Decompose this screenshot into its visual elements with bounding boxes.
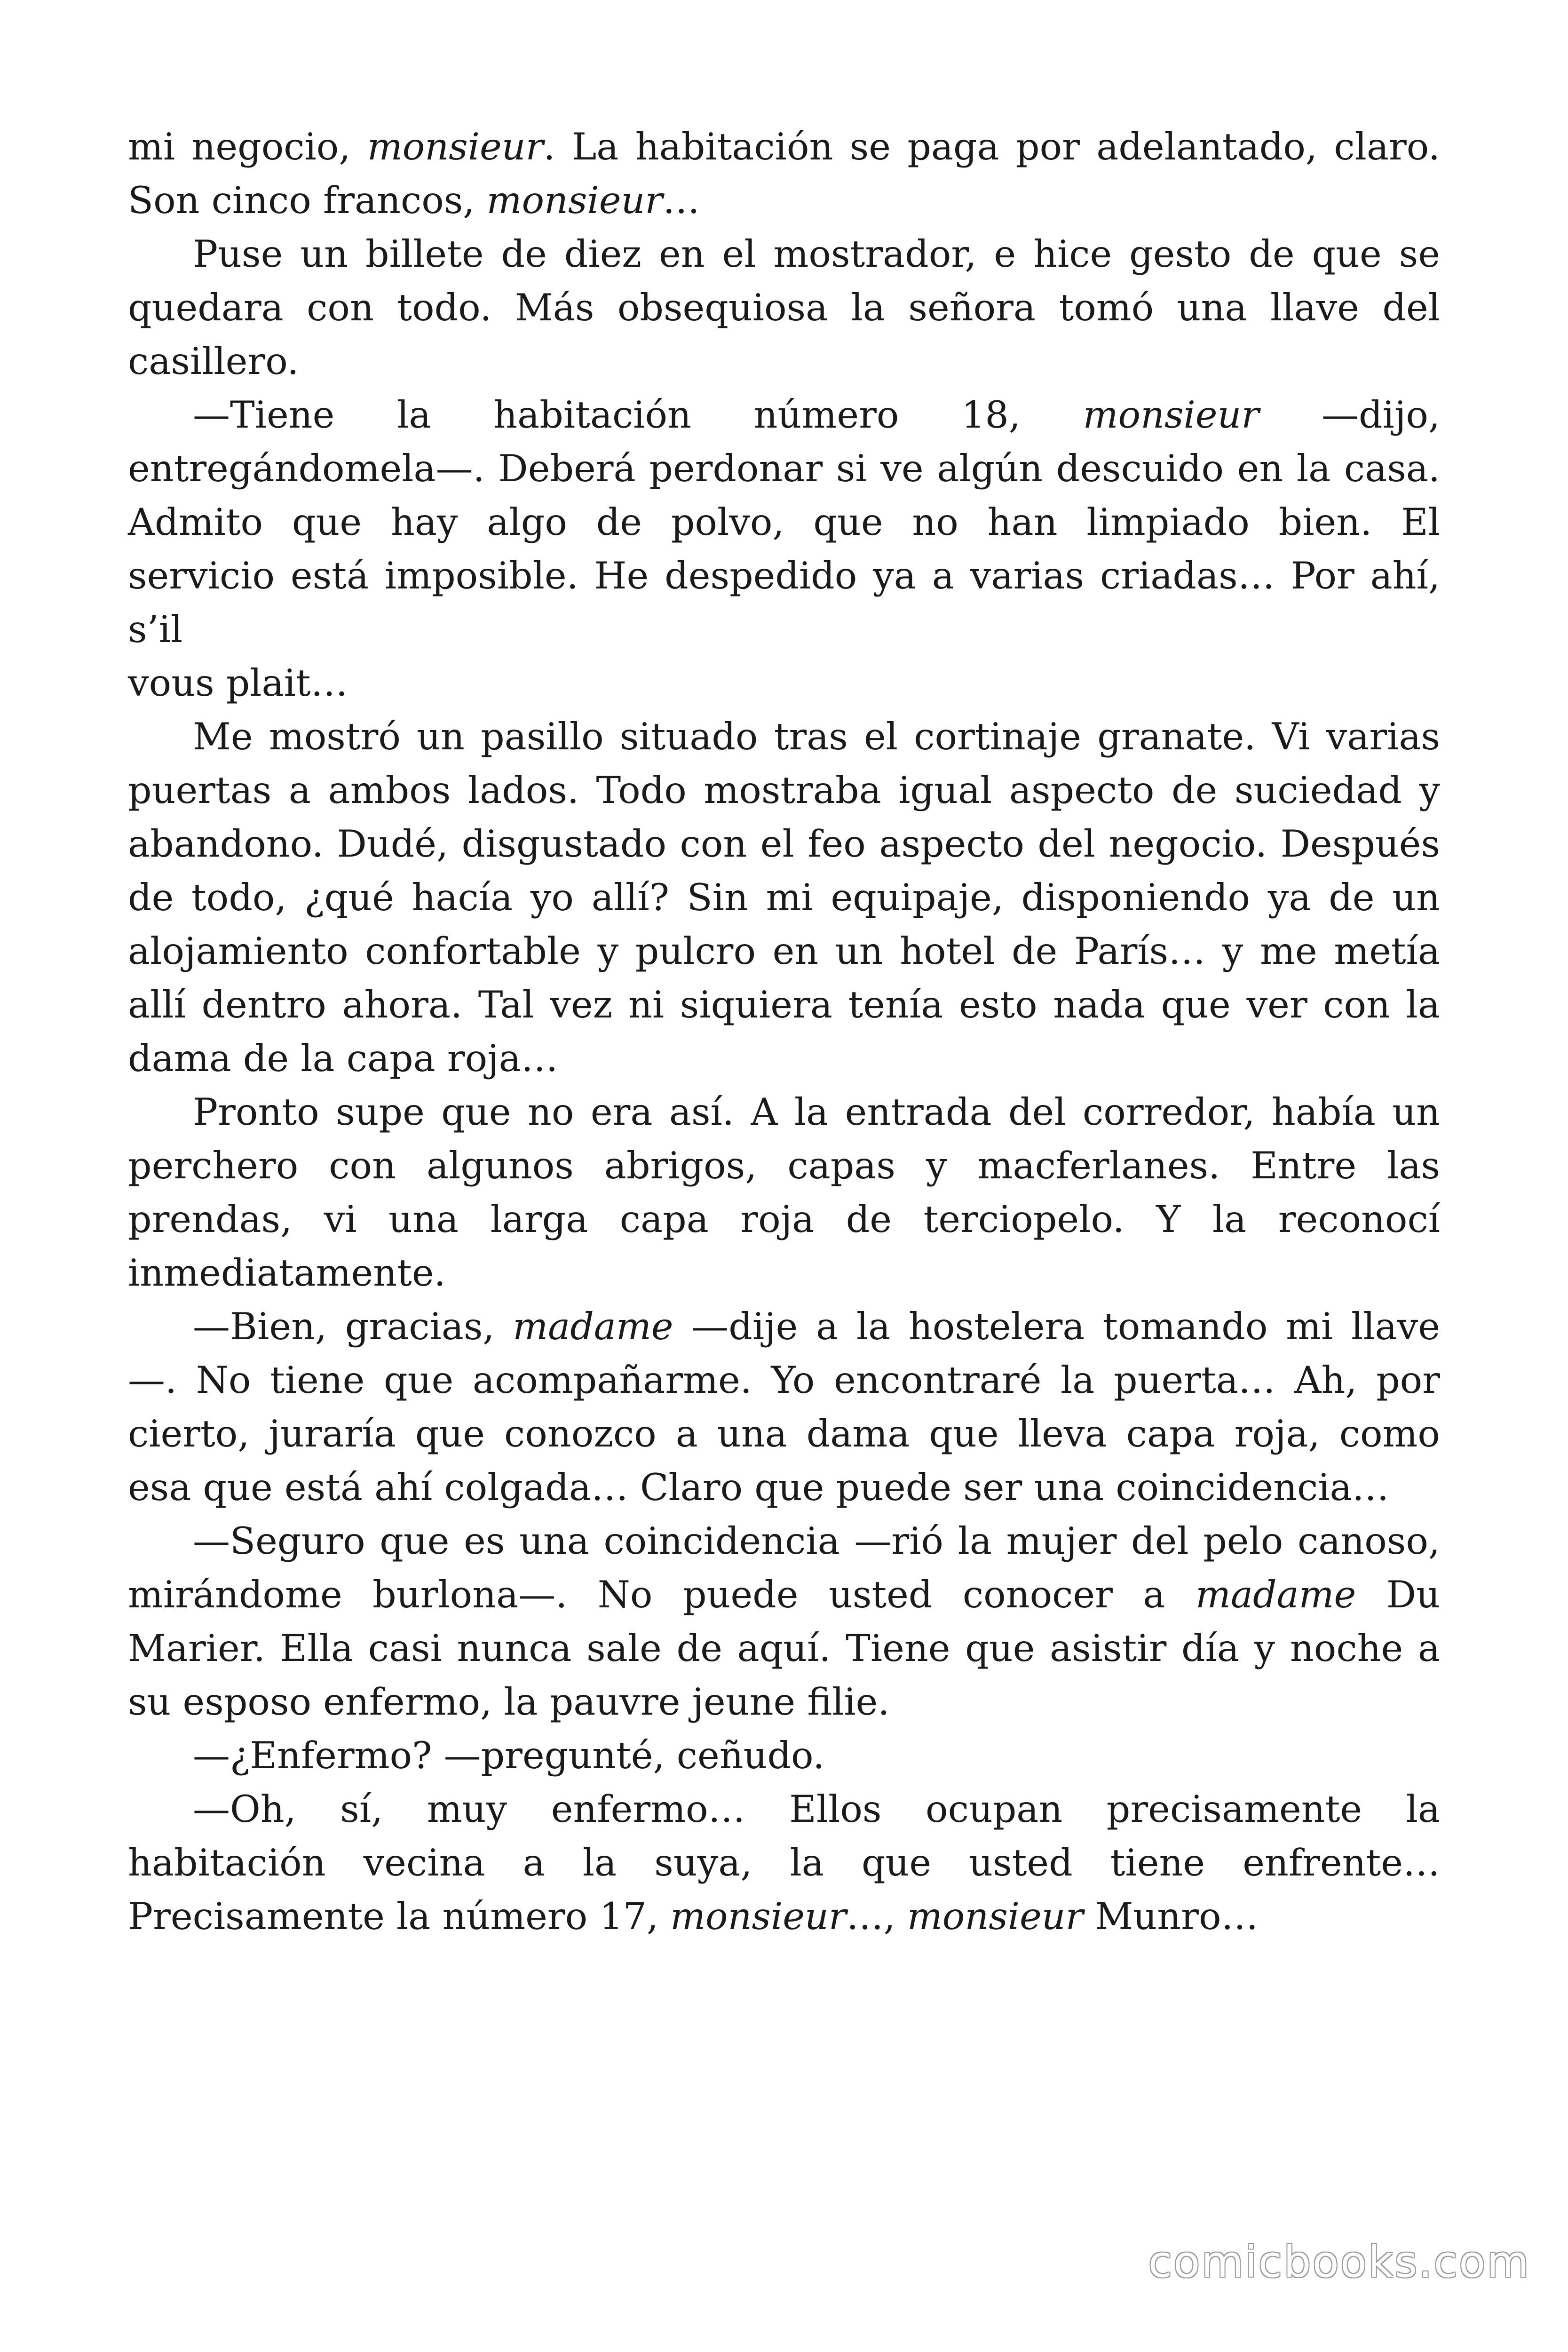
text-line: [128, 1675, 1440, 1729]
text-line: [128, 442, 1440, 495]
text-line: [128, 710, 1440, 763]
text-segment: habitación vecina a la suya, la que usted tiene enfrente…: [128, 1841, 1440, 1884]
text-line: [128, 871, 1440, 924]
text-segment: de todo, ¿qué hacía yo allí? Sin mi equipaje, disponiendo ya de un: [128, 876, 1440, 919]
text-line: [128, 1514, 1440, 1568]
body-text: [128, 120, 1440, 1943]
text-segment: …,: [846, 1895, 907, 1938]
text-segment: Me mostró un pasillo situado tras el cortinaje granate. Vi varias: [193, 715, 1440, 758]
italic-word: monsieur: [367, 125, 544, 168]
text-line: [128, 281, 1440, 334]
text-line: [128, 1621, 1440, 1675]
text-segment: allí dentro ahora. Tal vez ni siquiera tenía esto nada que ver con la: [128, 983, 1440, 1026]
text-segment: casillero.: [128, 340, 299, 383]
text-line: [128, 1729, 1440, 1782]
text-segment: —Tiene la habitación número 18,: [193, 393, 1083, 437]
text-segment: —dijo,: [1259, 393, 1440, 437]
paragraph: [128, 1085, 1440, 1300]
text-line: [128, 1407, 1440, 1461]
text-line: [128, 924, 1440, 978]
text-segment: s’il: [128, 608, 183, 651]
text-segment: su esposo enfermo, la pauvre jeune filie.: [128, 1680, 890, 1724]
text-line: [128, 120, 1440, 174]
text-line: [128, 174, 1440, 227]
text-segment: prendas, vi una larga capa roja de terciopelo. Y la reconocí: [128, 1198, 1440, 1241]
text-line: [128, 334, 1440, 388]
watermark-logo: comicbooks.com: [1148, 2237, 1530, 2287]
text-line: [128, 1192, 1440, 1246]
text-line: [128, 227, 1440, 281]
text-segment: quedara con todo. Más obsequiosa la señora tomó una llave del: [128, 286, 1440, 329]
text-line: [128, 388, 1440, 442]
text-line: [128, 656, 1440, 710]
text-segment: —dije a la hostelera tomando mi llave: [673, 1305, 1441, 1348]
paragraph: [128, 120, 1440, 227]
text-segment: —¿Enfermo? —pregunté, ceñudo.: [193, 1734, 825, 1777]
italic-word: monsieur: [670, 1895, 847, 1938]
text-segment: Puse un billete de diez en el mostrador, e hice gesto de que se: [193, 232, 1440, 276]
italic-word: madame: [513, 1305, 673, 1348]
text-segment: Precisamente la número 17,: [128, 1895, 671, 1938]
text-line: [128, 1246, 1440, 1300]
paragraph: [128, 1300, 1440, 1514]
paragraph: [128, 1729, 1440, 1782]
text-segment: dama de la capa roja…: [128, 1037, 558, 1080]
text-segment: Marier. Ella casi nunca sale de aquí. Tiene que asistir día y noche a: [128, 1627, 1440, 1670]
text-line: [128, 817, 1440, 871]
text-line: [128, 1890, 1440, 1943]
text-line: [128, 603, 1440, 656]
italic-word: monsieur: [486, 179, 663, 222]
text-line: [128, 1032, 1440, 1085]
text-line: [128, 1085, 1440, 1139]
italic-word: madame: [1195, 1573, 1356, 1616]
text-line: [128, 1300, 1440, 1353]
text-line: [128, 1353, 1440, 1407]
paragraph: [128, 1782, 1440, 1943]
text-segment: . La habitación se paga por adelantado, claro.: [543, 125, 1440, 168]
text-segment: perchero con algunos abrigos, capas y macferlanes. Entre las: [128, 1144, 1440, 1187]
text-line: [128, 495, 1440, 549]
text-segment: …: [663, 179, 700, 222]
paragraph: [128, 656, 1440, 710]
text-segment: Admito que hay algo de polvo, que no han limpiado bien. El: [128, 501, 1440, 544]
text-segment: servicio está imposible. He despedido ya a varias criadas… Por ahí,: [128, 554, 1440, 597]
text-segment: —Oh, sí, muy enfermo… Ellos ocupan precisamente la: [193, 1788, 1440, 1831]
text-line: [128, 1139, 1440, 1192]
text-segment: Son cinco francos,: [128, 179, 487, 222]
text-line: [128, 549, 1440, 603]
paragraph: [128, 227, 1440, 388]
text-segment: alojamiento confortable y pulcro en un hotel de París… y me metía: [128, 930, 1440, 973]
text-line: [128, 1782, 1440, 1836]
text-segment: inmediatamente.: [128, 1251, 446, 1295]
italic-word: monsieur: [1083, 393, 1259, 437]
text-line: [128, 978, 1440, 1032]
text-segment: cierto, juraría que conozco a una dama que lleva capa roja, como: [128, 1412, 1440, 1455]
text-segment: mirándome burlona—. No puede usted conocer a: [128, 1573, 1196, 1616]
paragraph: [128, 1514, 1440, 1729]
text-segment: —. No tiene que acompañarme. Yo encontraré la puerta… Ah, por: [128, 1359, 1440, 1402]
text-segment: Pronto supe que no era así. A la entrada del corredor, había un: [193, 1090, 1440, 1134]
text-line: [128, 763, 1440, 817]
text-segment: entregándomela—. Deberá perdonar si ve algún descuido en la casa.: [128, 447, 1440, 490]
text-segment: vous plait…: [128, 661, 348, 705]
text-line: [128, 1568, 1440, 1621]
text-segment: Du: [1356, 1573, 1440, 1616]
text-segment: mi negocio,: [128, 125, 367, 168]
text-segment: esa que está ahí colgada… Claro que puede ser una coincidencia…: [128, 1466, 1389, 1509]
text-segment: —Bien, gracias,: [193, 1305, 513, 1348]
paragraph: [128, 710, 1440, 1085]
text-segment: Munro…: [1083, 1895, 1259, 1938]
paragraph: [128, 388, 1440, 656]
text-line: [128, 1461, 1440, 1514]
text-line: [128, 1836, 1440, 1890]
text-segment: —Seguro que es una coincidencia —rió la mujer del pelo canoso,: [193, 1519, 1440, 1563]
text-segment: puertas a ambos lados. Todo mostraba igual aspecto de suciedad y: [128, 769, 1440, 812]
text-segment: abandono. Dudé, disgustado con el feo aspecto del negocio. Después: [128, 822, 1440, 866]
italic-word: monsieur: [907, 1895, 1084, 1938]
